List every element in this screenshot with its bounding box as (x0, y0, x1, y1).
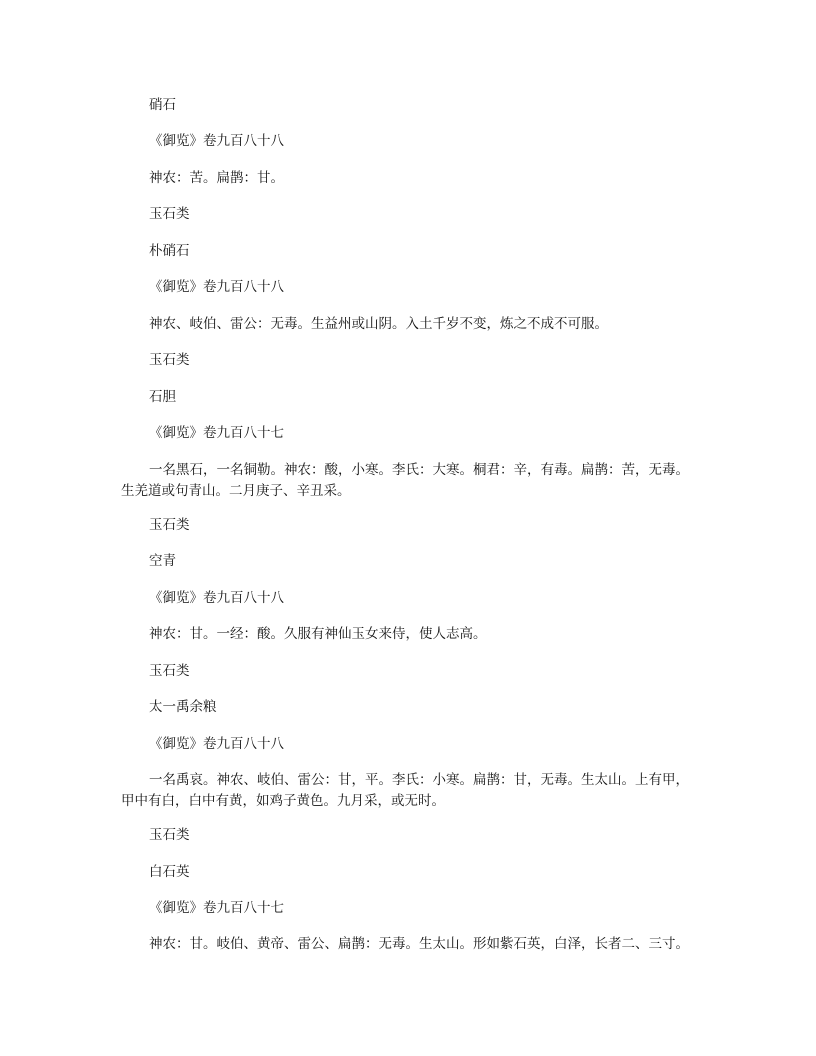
heading-shidan: 石胆 (149, 389, 176, 405)
paragraph-line-2: 生羌道或句青山。二月庚子、辛丑采。 (121, 483, 351, 499)
category-label: 玉石类 (149, 663, 190, 679)
source-citation: 《御览》卷九百八十八 (149, 133, 284, 149)
source-citation: 《御览》卷九百八十八 (149, 736, 284, 752)
paragraph-line-2: 甲中有白，白中有黄，如鸡子黄色。九月采，或无时。 (121, 793, 445, 809)
heading-baishiying: 白石英 (149, 864, 190, 880)
source-citation: 《御览》卷九百八十七 (149, 900, 284, 916)
paragraph: 神农、岐伯、雷公：无毒。生益州或山阴。入土千岁不变，炼之不成不可服。 (149, 316, 608, 332)
heading-puxiaoshi: 朴硝石 (149, 243, 190, 259)
paragraph: 神农：甘。一经：酸。久服有神仙玉女来侍，使人志高。 (149, 626, 487, 642)
paragraph: 神农：苦。扁鹊：甘。 (149, 170, 284, 186)
category-label: 玉石类 (149, 827, 190, 843)
source-citation: 《御览》卷九百八十七 (149, 425, 284, 441)
paragraph-line-1: 一名黑石，一名铜勒。神农：酸，小寒。李氏：大寒。桐君：辛，有毒。扁鹊：苦，无毒。 (149, 462, 689, 478)
category-label: 玉石类 (149, 352, 190, 368)
source-citation: 《御览》卷九百八十八 (149, 590, 284, 606)
paragraph: 神农：甘。岐伯、黄帝、雷公、扁鹊：无毒。生太山。形如紫石英，白泽，长者二、三寸。 (149, 936, 689, 952)
source-citation: 《御览》卷九百八十八 (149, 279, 284, 295)
heading-xiaoshi: 硝石 (149, 97, 176, 113)
heading-taiyi-yuyuliang: 太一禹余粮 (149, 699, 217, 715)
paragraph-line-1: 一名禹哀。神农、岐伯、雷公：甘，平。李氏：小寒。扁鹊：甘，无毒。生太山。上有甲， (149, 772, 689, 788)
heading-kongqing: 空青 (149, 553, 176, 569)
category-label: 玉石类 (149, 206, 190, 222)
category-label: 玉石类 (149, 517, 190, 533)
